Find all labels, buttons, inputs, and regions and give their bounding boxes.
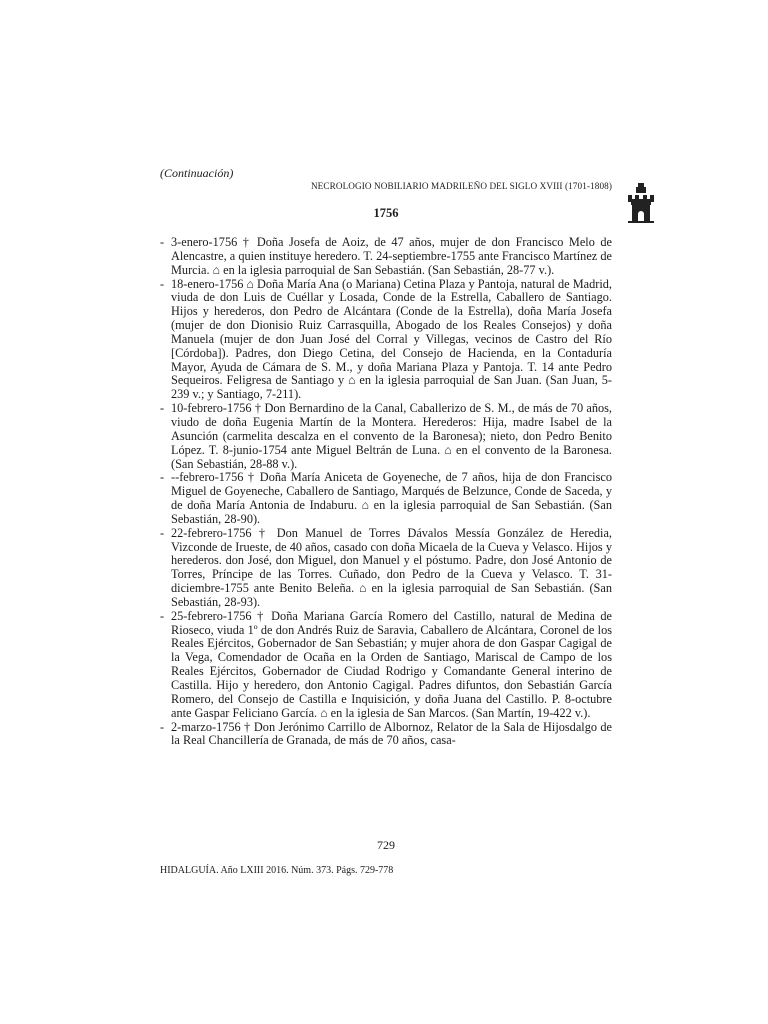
entry-dash: - xyxy=(160,470,165,485)
page-number: 729 xyxy=(377,838,395,852)
entry-text: 25-febrero-1756 † Doña Mariana García Romero del Castillo, natural de Medina de Rioseco, viuda 1º de don Andrés Ruiz de Saravia, Caballero de Alcántara, Coronel de los Reales Ejércitos, Gobernador de San Sebastián; y mujer ahora de don Gaspar Cagigal de la Vega, Comendador de Ocaña en la Orden de Santiago, Mariscal de Campo de los Reales Ejércitos, Gobernador de Ciudad Rodrigo y Comandante General interino de Castilla. Hijo y heredero, don Antonio Cagigal. Padres difuntos, don Sebastián García Romero, del Consejo de Castilla e Inquisición, y doña Juana del Castillo. P. 8-octubre ante Gaspar Feliciano García. ⌂ en la iglesia de San Marcos. (San Martín, 19-422 v.). xyxy=(171,608,612,720)
continuation-label: (Continuación) xyxy=(160,166,234,180)
entry-item xyxy=(160,471,612,526)
entry-dash: - xyxy=(160,235,165,249)
castle-tower-icon xyxy=(626,183,656,223)
entry-item xyxy=(160,236,612,278)
entry-item xyxy=(160,527,612,610)
entry-text: 18-enero-1756 ⌂ Doña María Ana (o Mariana) Cetina Plaza y Pantoja, natural de Madrid, viuda de don Luis de Cuéllar y Losada, Conde de la Estrella, Caballero de Santiago. Hijos y herederos, don Pedro de Alcántara (Conde de la Estrella), doña María Josefa (mujer de don Dionisio Ruiz Carrasquilla, Abogado de los Reales Consejos) y doña Manuela (mujer de don Juan José del Corral y Villegas, vecinos de Castro del Río [Córdoba]). Padres, don Diego Cetina, del Consejo de Hacienda, en la Contaduría Mayor, Ayuda de Cámara de S. M., y doña Mariana Plaza y Pantoja. T. 14 ante Pedro Sequeiros. Feligresa de Santiago y ⌂ en la iglesia parroquial de San Juan. (San Juan, 5-239 v.; y Santiago, 7-211). xyxy=(171,276,612,402)
entry-item xyxy=(160,610,612,721)
entry-list xyxy=(160,236,612,748)
entry-text: 3-enero-1756 † Doña Josefa de Aoiz, de 47 años, mujer de don Francisco Melo de Alencastre, a quien instituye heredero. T. 24-septiembre-1755 ante Francisco Martínez de Murcia. ⌂ en la iglesia parroquial de San Sebastián. (San Sebastián, 28-77 v.). xyxy=(171,235,612,277)
entry-dash: - xyxy=(160,608,165,623)
entry-dash: - xyxy=(160,525,165,540)
entry-text: 22-febrero-1756 † Don Manuel de Torres Dávalos Messía González de Heredia, Vizconde de Irueste, de 40 años, casado con doña Micaela de la Cueva y Velasco. Hijos y herederos. don José, don Miguel, don Manuel y el póstumo. Padre, don José Antonio de Torres, Príncipe de las Torres. Cuñado, don Pedro de la Cueva y Velasco. T. 31-diciembre-1755 ante Benito Beleña. ⌂ en la iglesia parroquial de San Sebastián. (San Sebastián, 28-93). xyxy=(171,525,612,609)
entry-item xyxy=(160,402,612,471)
entry-dash: - xyxy=(160,401,165,416)
journal-footer: HIDALGUÍA. Año LXIII 2016. Núm. 373. Págs. 729-778 xyxy=(160,865,394,876)
section-year-heading: 1756 xyxy=(373,206,399,220)
entry-dash: - xyxy=(160,276,165,291)
entry-dash: - xyxy=(160,719,165,734)
entry-text: 10-febrero-1756 † Don Bernardino de la Canal, Caballerizo de S. M., de más de 70 años, viudo de doña Eugenia Martín de la Montera. Herederos: Hija, madre Isabel de la Asunción (carmelita descalza en el convento de la Baronesa); nieto, don Pedro Benito López. T. 8-junio-1754 ante Miguel Beltrán de Luna. ⌂ en el convento de la Baronesa. (San Sebastián, 28-88 v.). xyxy=(171,401,612,471)
running-title: NECROLOGIO NOBILIARIO MADRILEÑO DEL SIGLO XVIII (1701-1808) xyxy=(310,181,612,191)
entry-item xyxy=(160,278,612,403)
entry-text: --febrero-1756 † Doña María Aniceta de Goyeneche, de 7 años, hija de don Francisco Miguel de Goyeneche, Caballero de Santiago, Marqués de Belzunce, Conde de Saceda, y de doña María Antonia de Indaburu. ⌂ en la iglesia parroquial de San Sebastián. (San Sebastián, 28-90). xyxy=(171,470,612,526)
entry-item xyxy=(160,721,612,749)
entry-text: 2-marzo-1756 † Don Jerónimo Carrillo de Albornoz, Relator de la Sala de Hijosdalgo de la Real Chancillería de Granada, de más de 70 años, casa- xyxy=(171,719,612,748)
